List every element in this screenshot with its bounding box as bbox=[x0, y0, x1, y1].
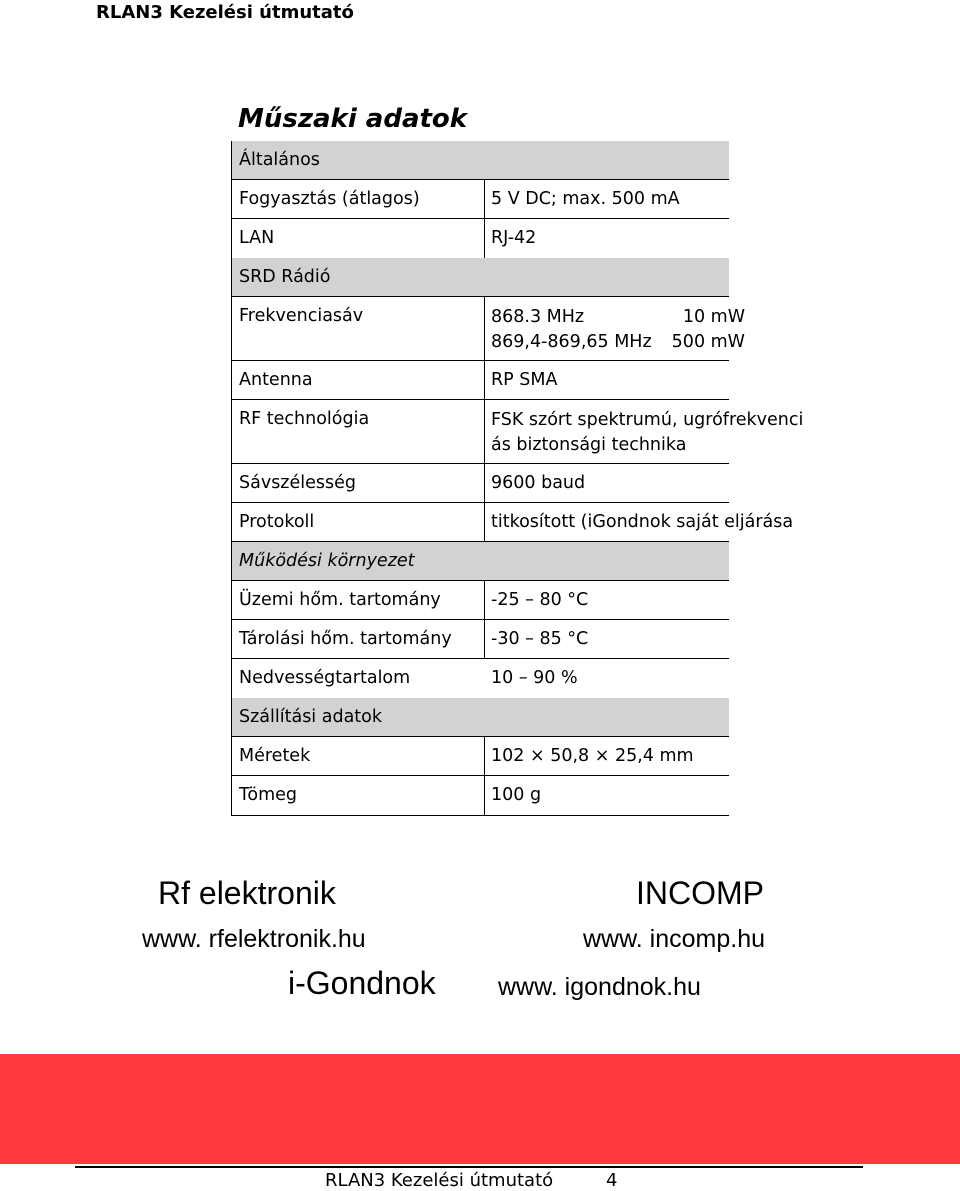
table-row bbox=[232, 219, 729, 258]
row-value: 102 × 50,8 × 25,4 mm bbox=[491, 746, 694, 766]
section-srd bbox=[232, 258, 729, 297]
rf-elektronik-name: Rf elektronik bbox=[158, 875, 336, 911]
row-value: FSK szórt spektrumú, ugrófrekvenci ás biztonsági technika bbox=[491, 410, 804, 455]
freq-values bbox=[491, 305, 745, 355]
spec-table bbox=[231, 141, 804, 816]
row-value: 10 – 90 % bbox=[491, 668, 578, 688]
section-title: Műszaki adatok bbox=[238, 104, 468, 134]
table-row bbox=[232, 737, 729, 776]
row-label: LAN bbox=[239, 228, 275, 248]
row-value: RJ-42 bbox=[491, 228, 537, 248]
incomp-url[interactable]: www. incomp.hu bbox=[583, 925, 766, 953]
section-label: Általános bbox=[239, 150, 320, 170]
freq-power: 500 mW bbox=[671, 332, 745, 352]
table-row bbox=[232, 297, 745, 361]
table-row bbox=[232, 400, 804, 464]
section-label: SRD Rádió bbox=[239, 267, 331, 287]
section-environment bbox=[232, 542, 729, 581]
row-label: RF technológia bbox=[239, 409, 370, 429]
incomp-name: INCOMP bbox=[636, 875, 764, 911]
page-number: 4 bbox=[606, 1170, 618, 1191]
row-value: 5 V DC; max. 500 mA bbox=[491, 189, 680, 209]
row-value: -25 – 80 °C bbox=[491, 590, 589, 610]
freq-band: 869,4-869,65 MHz bbox=[491, 332, 652, 352]
section-general bbox=[232, 141, 729, 180]
freq-band: 868.3 MHz bbox=[491, 307, 585, 327]
row-value: RP SMA bbox=[491, 370, 558, 390]
section-label: Szállítási adatok bbox=[239, 707, 382, 727]
table-row bbox=[232, 620, 729, 659]
row-label: Méretek bbox=[239, 746, 311, 766]
table-row bbox=[232, 503, 794, 542]
table-row bbox=[232, 776, 729, 816]
row-label: Protokoll bbox=[239, 512, 315, 532]
page-header: RLAN3 Kezelési útmutató bbox=[96, 2, 354, 23]
row-label: Tömeg bbox=[239, 785, 298, 805]
section-label: Működési környezet bbox=[239, 551, 415, 571]
row-label: Nedvességtartalom bbox=[239, 668, 411, 688]
igondnok-url[interactable]: www. igondnok.hu bbox=[498, 973, 701, 1001]
row-label: Tárolási hőm. tartomány bbox=[239, 629, 452, 649]
row-label: Fogyasztás (átlagos) bbox=[239, 189, 420, 209]
freq-power: 10 mW bbox=[682, 307, 745, 327]
row-value: 9600 baud bbox=[491, 473, 586, 493]
footer-title: RLAN3 Kezelési útmutató bbox=[325, 1170, 554, 1191]
row-label: Frekvenciasáv bbox=[239, 306, 364, 326]
row-label: Sávszélesség bbox=[239, 473, 356, 493]
row-value: titkosított (iGondnok saját eljárása bbox=[491, 512, 794, 532]
footer-divider bbox=[75, 1166, 863, 1168]
row-value: 100 g bbox=[491, 785, 542, 805]
table-row bbox=[232, 361, 729, 400]
section-shipping bbox=[232, 698, 729, 737]
table-row bbox=[232, 180, 729, 219]
row-label: Üzemi hőm. tartomány bbox=[239, 590, 441, 610]
table-row bbox=[232, 464, 729, 503]
red-band bbox=[0, 1054, 960, 1164]
igondnok-name: i-Gondnok bbox=[288, 965, 436, 1001]
row-value: -30 – 85 °C bbox=[491, 629, 589, 649]
row-label: Antenna bbox=[239, 370, 313, 390]
table-row bbox=[232, 659, 729, 698]
rf-elektronik-url[interactable]: www. rfelektronik.hu bbox=[142, 925, 366, 953]
table-row bbox=[232, 581, 729, 620]
